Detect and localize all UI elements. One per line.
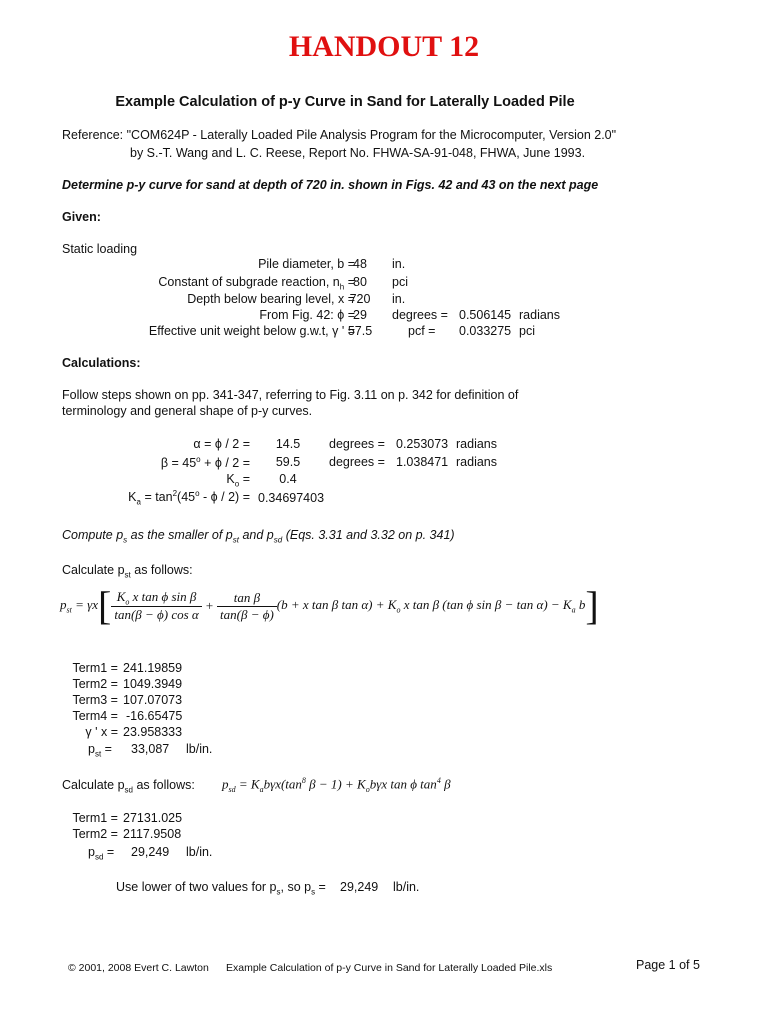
alpha-value: 14.5: [275, 437, 301, 451]
given-value-diameter: 48: [353, 257, 367, 271]
given-value-phi: 29: [353, 308, 367, 322]
pst-result-label: $p_{st}$ =: [88, 742, 112, 759]
given-value-subgrade: 80: [353, 275, 367, 289]
given-conv-phi: 0.506145: [459, 308, 512, 322]
gamma-x-label: γ ' x =: [85, 725, 118, 739]
ka-label: $K_a = \tan^2(45^o - \phi / 2)$ =: [128, 489, 250, 507]
beta-value: 59.5: [275, 455, 301, 469]
alpha-radians: 0.253073: [396, 437, 449, 451]
reference-line-2: by S.-T. Wang and L. C. Reese, Report No. FHWA-SA-91-048, FHWA, June 1993.: [130, 146, 586, 160]
psd-result-value: 29,249: [131, 845, 170, 859]
psd-result-label: $p_{sd}$ =: [88, 845, 115, 862]
st-term4-label: Term4 =: [72, 709, 118, 723]
sd-term1-label: Term1 =: [72, 811, 118, 825]
pst-equation: $p_{st} = \gamma x$[ $\frac{K_o x \tan \phi \sin \beta}{\text{tan(β − ϕ) cos α}}$ + $\frac{\text{tan β}}{\tan(\beta - \phi)}$ (b + x tan β $\tan \alpha) + K_o$ x tan β (tan ϕ $\sin \beta - \tan \alpha) - K_a$ b]: [60, 583, 599, 628]
beta-radians-unit: radians: [456, 455, 497, 469]
use-lower-statement: Use lower of two values for $p_s$, so $p_s$ =: [116, 880, 326, 897]
loading-type: Static loading: [62, 242, 138, 256]
sd-term1-value: 27131.025: [123, 811, 183, 825]
given-label-depth: Depth below bearing level, x =: [187, 292, 355, 306]
alpha-unit: degrees =: [329, 437, 385, 451]
calculate-psd-heading: Calculate $p_{sd}$ as follows:: [62, 778, 195, 795]
determine-statement: Determine p-y curve for sand at depth of 720 in. shown in Figs. 42 and 43 on the next page: [62, 178, 599, 192]
gamma-x-value: 23.958333: [123, 725, 183, 739]
given-conv-unit-weight: 0.033275: [459, 324, 512, 338]
given-value-depth: 720: [349, 292, 371, 306]
ka-value: 0.34697403: [258, 491, 325, 505]
given-label-unit-weight: Effective unit weight below g.w.t, γ ' =: [148, 324, 355, 338]
page-subtitle: Example Calculation of p-y Curve in Sand for Laterally Loaded Pile: [115, 94, 575, 110]
compute-ps-statement: Compute $p_s$ as the smaller of $p_{st}$ and $p_{sd}$ (Eqs. 3.31 and 3.32 on p. 341): [62, 528, 455, 545]
footer-copyright: © 2001, 2008 Evert C. Lawton: [68, 962, 209, 974]
beta-unit: degrees =: [329, 455, 385, 469]
ps-final-value: 29,249: [340, 880, 379, 894]
st-term1-label: Term1 =: [72, 661, 118, 675]
given-label-phi: From Fig. 42: ϕ =: [259, 308, 355, 322]
st-term3-label: Term3 =: [72, 693, 118, 707]
given-unit-subgrade: pci: [392, 275, 408, 289]
given-unit-diameter: in.: [392, 257, 406, 271]
follow-line-2: terminology and general shape of p-y curves.: [62, 404, 313, 418]
sd-term2-label: Term2 =: [72, 827, 118, 841]
pst-result-value: 33,087: [131, 742, 170, 756]
given-conv-unit-phi: radians: [519, 308, 560, 322]
st-term2-value: 1049.3949: [123, 677, 183, 691]
ko-value: 0.4: [279, 472, 297, 486]
follow-line-1: Follow steps shown on pp. 341-347, referring to Fig. 3.11 on p. 342 for definition of: [62, 388, 519, 402]
pst-result-unit: lb/in.: [186, 742, 213, 756]
page-title: HANDOUT 12: [288, 30, 480, 63]
st-term4-value: -16.65475: [126, 709, 183, 723]
given-label-subgrade: Constant of subgrade reaction, $n_h$ =: [158, 275, 355, 292]
given-unit-unit-weight: pcf =: [408, 324, 436, 338]
ps-final-unit: lb/in.: [393, 880, 420, 894]
calculations-heading: Calculations:: [62, 356, 141, 370]
given-conv-unit-unit-weight: pci: [519, 324, 535, 338]
ko-label: $K_o$ =: [226, 472, 250, 489]
alpha-radians-unit: radians: [456, 437, 497, 451]
st-term3-value: 107.07073: [123, 693, 183, 707]
st-term2-label: Term2 =: [72, 677, 118, 691]
psd-equation: $p_{sd} = K_ab\gamma x(\tan^8$ $\beta - 1) + K_ob\gamma x$ tan ϕ $\tan^4 \beta$: [222, 776, 451, 794]
given-unit-phi: degrees =: [392, 308, 448, 322]
footer-page-number: Page 1 of 5: [636, 958, 700, 972]
sd-term2-value: 2117.9508: [123, 827, 182, 841]
st-term1-value: 241.19859: [123, 661, 183, 675]
calculate-pst-heading: Calculate $p_{st}$ as follows:: [62, 563, 193, 580]
given-value-unit-weight: 57.5: [347, 324, 373, 338]
beta-radians: 1.038471: [396, 455, 449, 469]
reference-line-1: Reference: "COM624P - Laterally Loaded Pile Analysis Program for the Microcomputer, Version 2.0": [62, 128, 617, 142]
beta-label: $\beta = 45^o + \phi / 2$ =: [160, 455, 250, 471]
psd-result-unit: lb/in.: [186, 845, 213, 859]
given-heading: Given:: [62, 210, 101, 224]
given-label-diameter: Pile diameter, b =: [258, 257, 355, 271]
given-unit-depth: in.: [392, 292, 406, 306]
alpha-label: α = ϕ / 2 =: [193, 437, 250, 451]
footer-filename: Example Calculation of p-y Curve in Sand for Laterally Loaded Pile.xls: [226, 962, 553, 974]
